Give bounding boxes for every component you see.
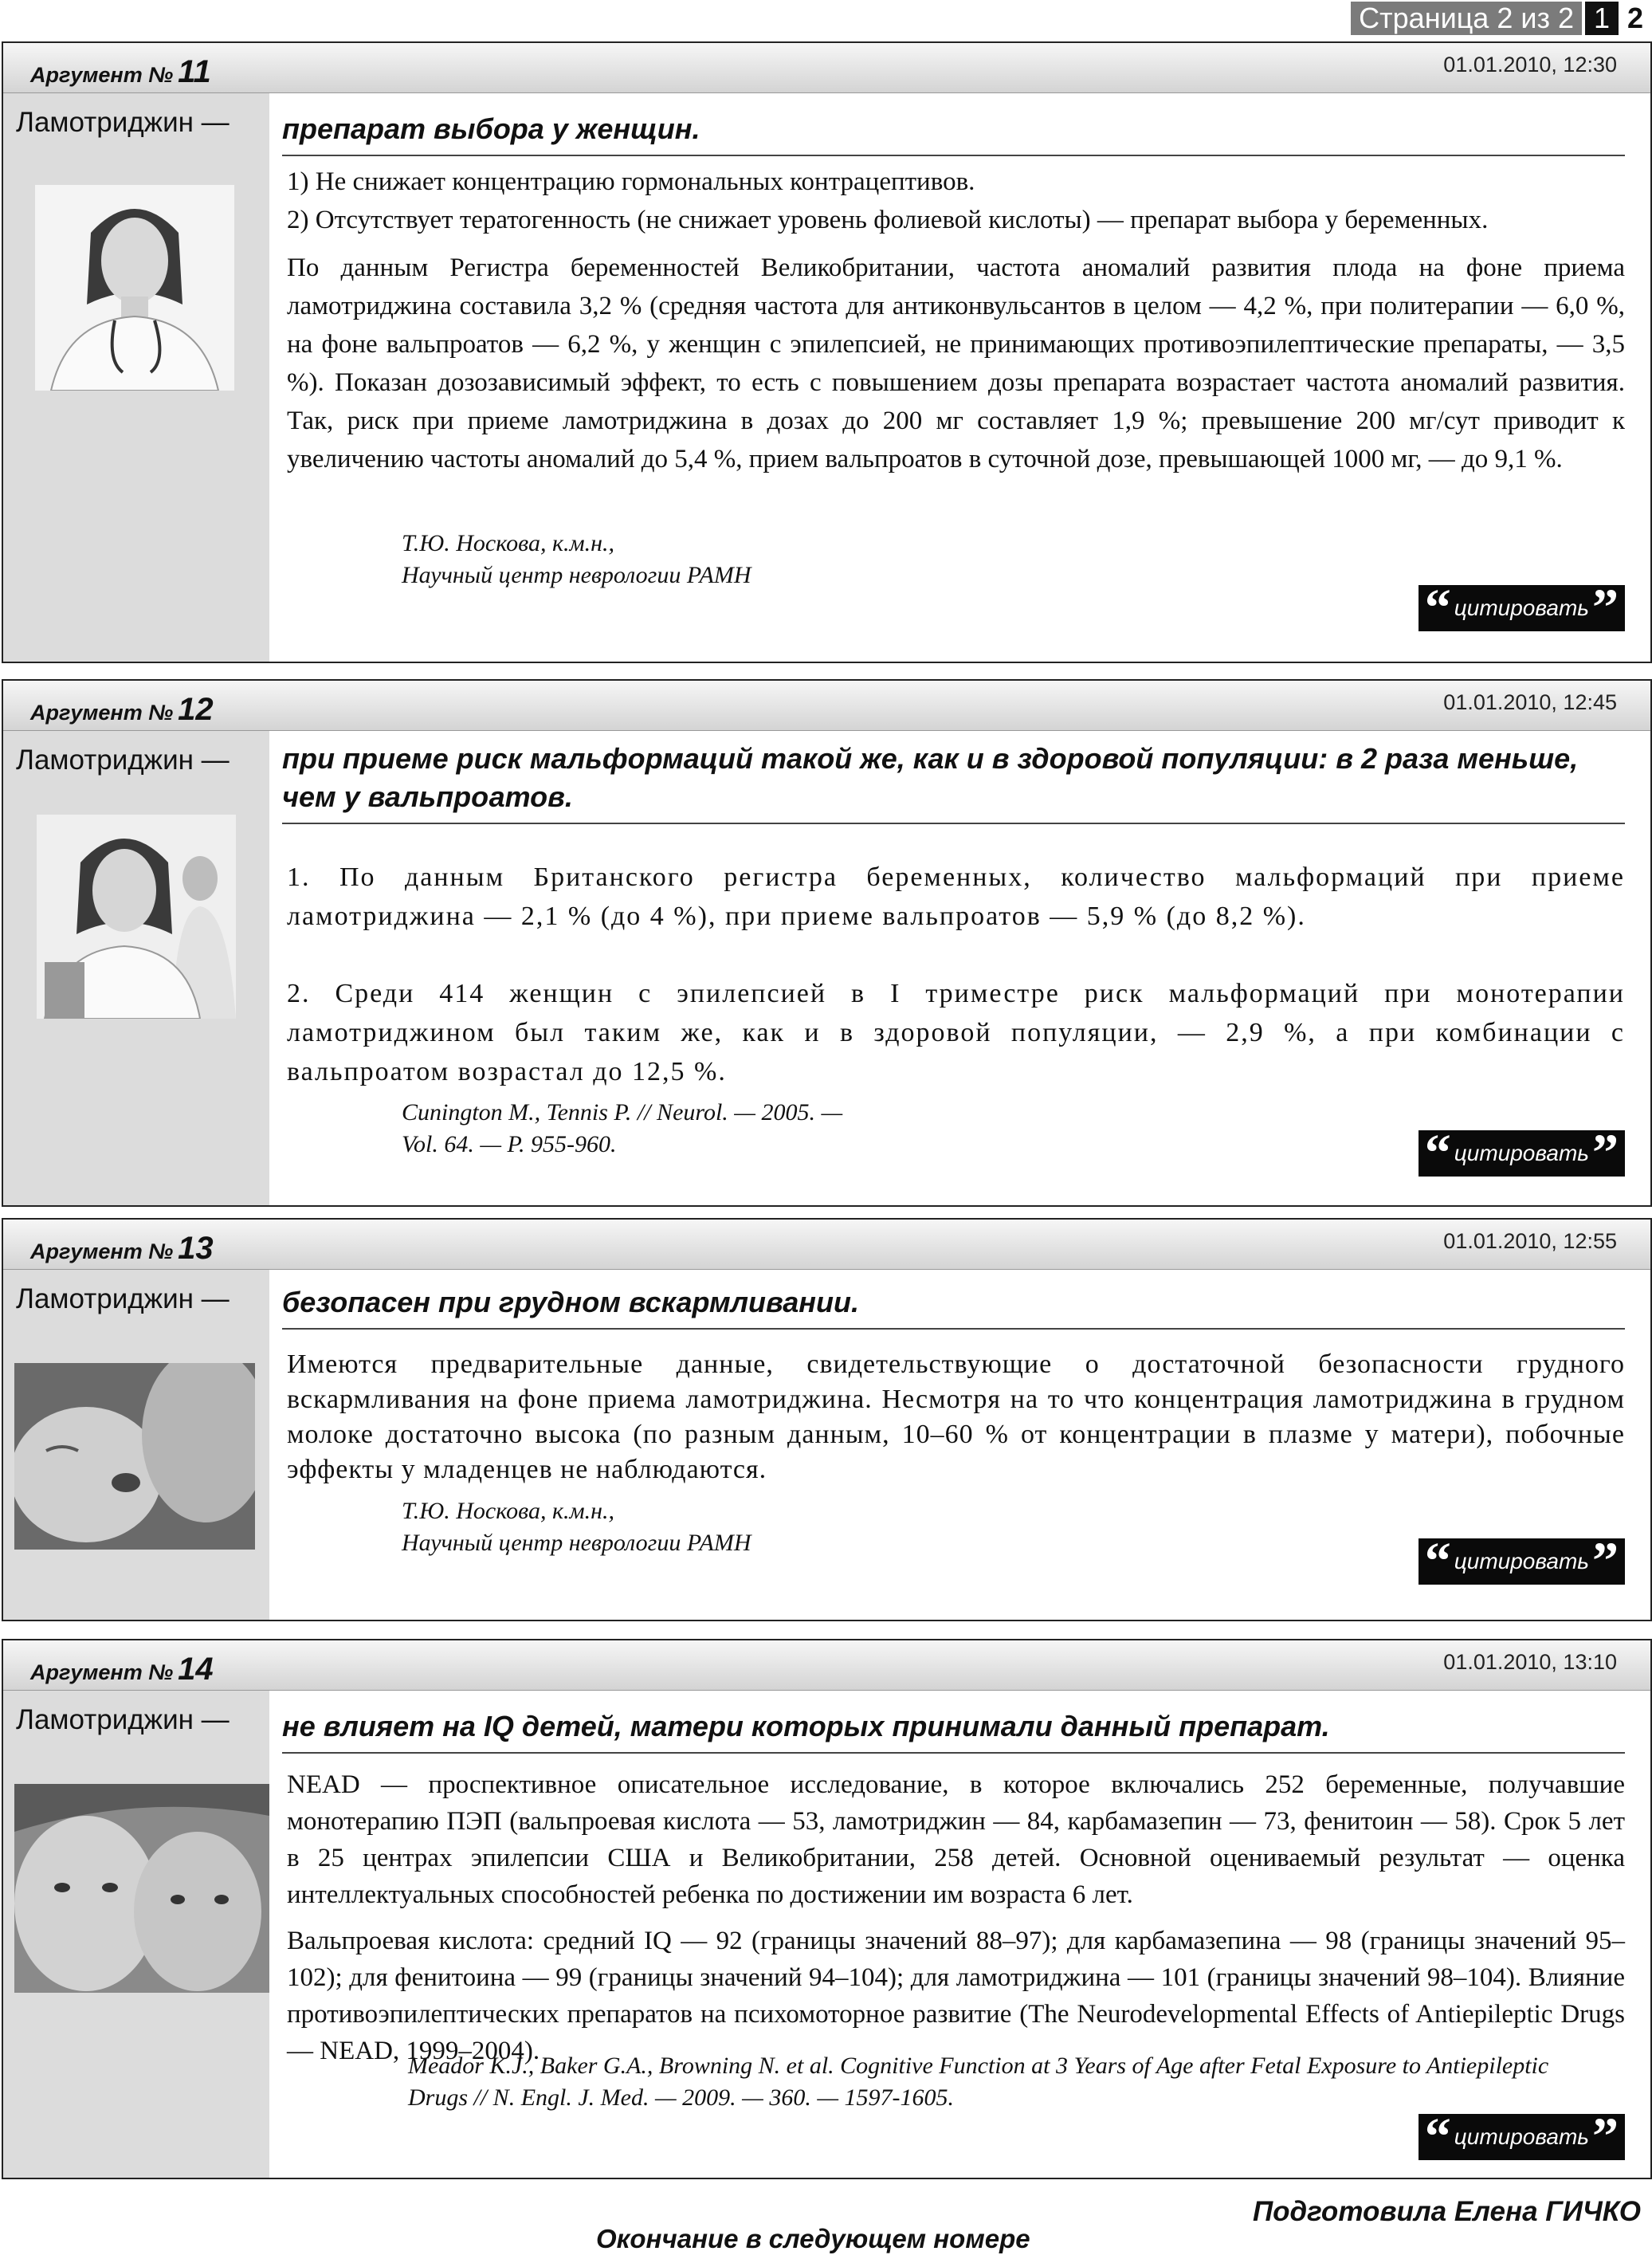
body-paragraph: 1) Не снижает концентрацию гормональных контрацептивов. [287, 167, 975, 196]
body-paragraph: 1. По данным Британского регистра беременных, количество мальформаций при приеме ламотриджина — 2,1 % (до 4 %), при приеме вальпроатов — 5,9 % (до 8,2 %). [287, 862, 1625, 931]
argument-body [287, 858, 1625, 1101]
breastfeeding-photo [14, 1363, 255, 1550]
body-paragraph: NEAD — проспективное описательное исследование, в которое включались 252 беременные, получавшие монотерапию ПЭП (вальпроевая кислота — 53, ламотриджин — 84, карбамазепин — 73, фенитоин — 58). Срок 5 лет в 25 центрах эпилепсии США и Великобритании, 258 детей. Основной оцениваемый результат — оценка интеллектуальных способностей ребенка по достижении им возраста 6 лет. [287, 1770, 1625, 1909]
pagination [1351, 2, 1652, 35]
argument-source: Т.Ю. Носкова, к.м.н., Научный центр неврологии РАМН [402, 1498, 751, 1556]
argument-source: Cunington M., Tennis P. // Neurol. — 2005. — Vol. 64. — P. 955-960. [402, 1099, 843, 1157]
argument-header [3, 1220, 1650, 1270]
argument-card [2, 1639, 1652, 2179]
body-paragraph: По данным Регистра беременностей Великобритании, частота аномалий развития плода на фоне приема ламотриджина составила 3,2 % (средняя частота для антиконвульсантов в целом — 4,2 %, при политерапии — 6,0 %, на фоне вальпроатов — 6,2 %, у женщин с эпилепсией, не принимающих противоэпилептические препараты, — 3,5 %). Показан дозозависимый эффект, то есть с повышением дозы препарата возрастает частота аномалий развития. Так, риск при приеме ламотриджина в дозах до 200 мг составляет 1,9 %; превышение 200 мг/сут приводит к увеличению частоты аномалий до 5,4 %, прием вальпроатов в суточной дозе, превышающей 1000 мг, — до 9,1 %. [287, 253, 1625, 473]
body-paragraph: 2. Среди 414 женщин с эпилепсией в I триместре риск мальформаций при монотерапии ламотриджином был таким же, как и в здоровой популяции, — 2,9 %, а при комбинации с вальпроатом возрастал до 12,5 %. [287, 979, 1625, 1086]
argument-number: Аргумент № 13 [30, 1231, 214, 1266]
argument-date: 01.01.2010, 13:10 [1443, 1650, 1617, 1674]
body-paragraph: 2) Отсутствует тератогенность (не снижает уровень фолиевой кислоты) — препарат выбора у беременных. [287, 206, 1489, 234]
argument-date: 01.01.2010, 12:30 [1443, 53, 1617, 77]
doctors-photo [37, 815, 236, 1019]
argument-card [2, 679, 1652, 1207]
drug-label: Ламотриджин — [16, 107, 230, 138]
author-credit: Подготовила Елена ГИЧКО [1252, 2196, 1641, 2227]
drug-label: Ламотриджин — [16, 744, 230, 776]
argument-body [287, 1766, 1625, 2079]
argument-card [2, 41, 1652, 663]
argument-thesis: при приеме риск мальформаций такой же, как и в здоровой популяции: в 2 раза меньше, чем у вальпроатов. [282, 740, 1625, 824]
argument-card [2, 1218, 1652, 1621]
argument-date: 01.01.2010, 12:45 [1443, 690, 1617, 714]
drug-label: Ламотриджин — [16, 1283, 230, 1314]
cite-button[interactable]: “ цитировать ” [1419, 585, 1625, 631]
cite-button[interactable]: “ цитировать ” [1419, 2114, 1625, 2160]
cite-button[interactable]: “ цитировать ” [1419, 1130, 1625, 1177]
argument-number: Аргумент № 11 [30, 54, 211, 89]
argument-thesis: препарат выбора у женщин. [282, 110, 1625, 156]
page-count-label: Страница 2 из 2 [1351, 2, 1582, 35]
argument-body [287, 1347, 1625, 1497]
female-doctor-photo [35, 185, 234, 391]
argument-source: Т.Ю. Носкова, к.м.н., Научный центр неврологии РАМН [402, 530, 751, 588]
body-paragraph: Вальпроевая кислота: средний IQ — 92 (границы значений 88–97); для карбамазепина — 98 (границы значений 95–102); для фенитоина — 99 (границы значений 94–104); для ламотриджина — 101 (границы значений 98–104). Влияние противоэпилептических препаратов на психомоторное развитие (The Neurodevelopmental Effects of Antiepileptic Drugs — NEAD, 1999–2004). [287, 1927, 1625, 2065]
drug-label: Ламотриджин — [16, 1704, 230, 1735]
argument-source: Meador K.J., Baker G.A., Browning N. et al. Cognitive Function at 3 Years of Age after Fetal Exposure to Antiepileptic Drugs // N. Engl. J. Med. — 2009. — 360. — 1597-1605. [408, 2053, 1549, 2111]
argument-date: 01.01.2010, 12:55 [1443, 1229, 1617, 1253]
argument-number: Аргумент № 12 [30, 692, 214, 727]
cite-button[interactable]: “ цитировать ” [1419, 1538, 1625, 1585]
page-1-link[interactable]: 1 [1585, 2, 1619, 35]
argument-number: Аргумент № 14 [30, 1652, 214, 1687]
argument-thesis: не влияет на IQ детей, матери которых принимали данный препарат. [282, 1707, 1625, 1754]
argument-header [3, 1640, 1650, 1691]
argument-thesis: безопасен при грудном вскармливании. [282, 1283, 1625, 1330]
page-2-link[interactable]: 2 [1619, 2, 1652, 35]
argument-body [287, 163, 1625, 488]
argument-header [3, 681, 1650, 731]
continuation-note: Окончание в следующем номере [596, 2224, 1030, 2253]
argument-header [3, 43, 1650, 93]
body-paragraph: Имеются предварительные данные, свидетельствующие о достаточной безопасности грудного вскармливания на фоне приема ламотриджина. Несмотря на то что концентрация ламотриджина в грудном молоке достаточно высока (по разным данным, 10–60 % от концентрации в плазме у матери), побочные эффекты у младенцев не наблюдаются. [287, 1349, 1625, 1484]
children-photo [14, 1784, 269, 1993]
